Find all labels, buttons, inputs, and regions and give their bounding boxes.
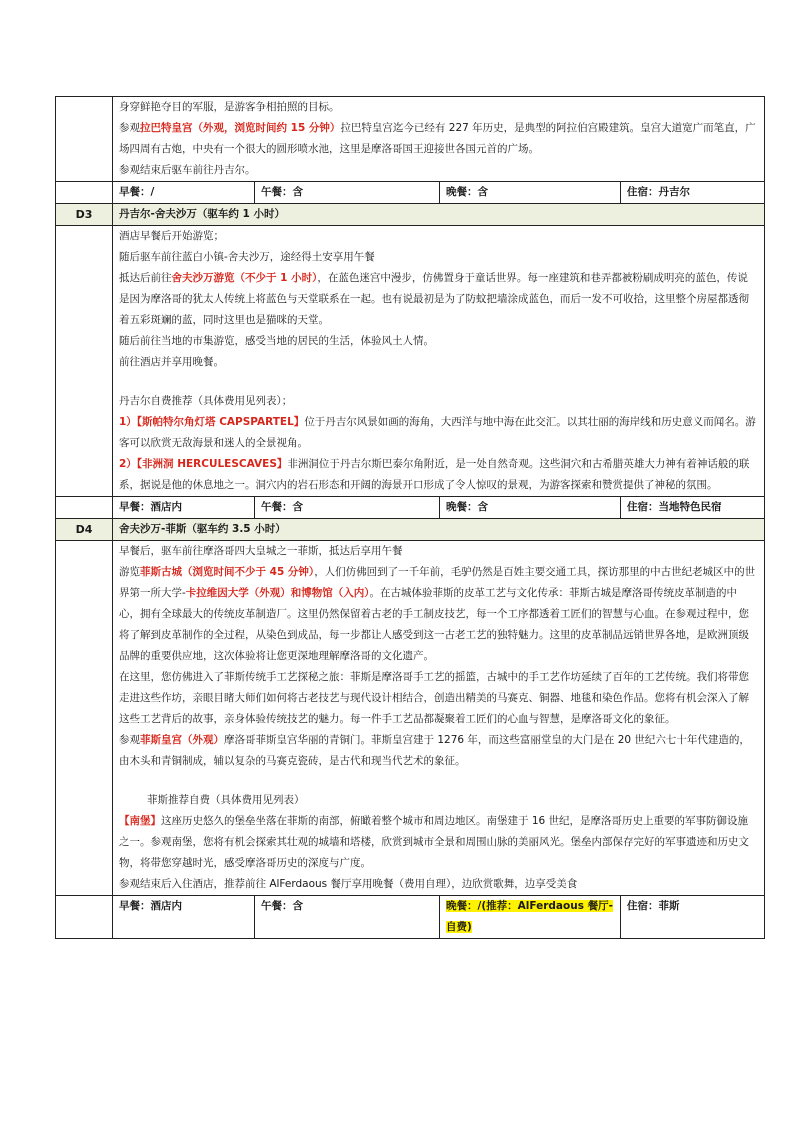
highlight-text: 2）【非洲洞 HERCULESCAVES】 bbox=[119, 458, 288, 470]
paragraph bbox=[119, 811, 758, 874]
day-content bbox=[113, 97, 765, 182]
day-title-row bbox=[56, 519, 765, 541]
breakfast: 早餐：/ bbox=[113, 182, 255, 203]
day-cell-empty bbox=[56, 182, 113, 204]
spacer bbox=[119, 772, 758, 790]
paragraph bbox=[119, 412, 758, 454]
paragraph: 酒店早餐后开始游览； bbox=[119, 230, 224, 242]
paragraph: 前往酒店并享用晚餐。 bbox=[119, 356, 224, 368]
paragraph bbox=[119, 454, 758, 496]
hotel: 住宿：当地特色民宿 bbox=[627, 501, 722, 513]
day-content bbox=[113, 541, 765, 896]
day-content bbox=[113, 226, 765, 497]
dinner bbox=[440, 896, 621, 938]
text: 这座历史悠久的堡垒坐落在菲斯的南部，俯瞰着整个城市和周边地区。南堡建于 16 世纪，是摩洛哥历史上重要的军事防御设施之一。参观南堡，您将有机会探索其壮观的城墙和塔楼，欣赏到城市全景和周围山脉的美丽风光。堡垒内部保存完好的军事遗迹和历史文物，将带您穿越时光，感受摩洛哥历史的深度与广度。 bbox=[119, 815, 749, 869]
paragraph: 身穿鲜艳夺目的军服，是游客争相拍照的目标。 bbox=[119, 101, 340, 113]
text: ，在蓝色迷宫中漫步，仿佛置身于童话世界。每一座建筑和巷弄都被粉刷成明亮的蓝色，传说是因为摩洛哥的犹太人传统上将蓝色与天堂联系在一起。也有说最初是为了防蚊把墙涂成蓝色，而后一发不可收拾，这里整个房屋都透彻着五彩斑斓的蓝，同时这里也是猫咪的天堂。 bbox=[119, 272, 749, 326]
highlight-text: 菲斯古城（浏览时间不少于 45 分钟） bbox=[140, 566, 315, 578]
text: ，人们仿佛回到了一千年前，毛驴仍然是百姓主要交通工具，探访那里的中古世纪老城区中的世界第一所大学- bbox=[119, 566, 756, 599]
day-row bbox=[56, 226, 765, 497]
paragraph: 在这里，您仿佛进入了菲斯传统手工艺探秘之旅：菲斯是摩洛哥手工艺的摇篮，古城中的手工艺作坊延续了百年的工艺传统。我们将带您走进这些作坊，亲眼目睹大师们如何将古老技艺与现代设计相结合，创造出精美的马赛克、铜器、地毯和染色作品。您将有机会深入了解这些工艺背后的故事，亲身体验传统技艺的魅力。每一件手工艺品都凝聚着工匠们的心血与智慧，是摩洛哥文化的象征。 bbox=[119, 671, 749, 725]
day-row-continued bbox=[56, 97, 765, 182]
text: 拉巴特皇宫迄今已经有 227 年历史，是典型的阿拉伯宫殿建筑。皇宫大道宽广而笔直，广场四周有古炮，中央有一个很大的圆形喷水池，这里是摩洛哥国王迎接世各国元首的广场。 bbox=[119, 122, 756, 155]
text: 抵达后前往 bbox=[119, 272, 172, 284]
hotel: 住宿：丹吉尔 bbox=[627, 186, 690, 198]
text: 参观 bbox=[119, 122, 140, 134]
text: 摩洛哥菲斯皇宫华丽的青铜门。菲斯皇宫建于 1276 年，而这些富丽堂皇的大门是在 20 世纪六七十年代建造的，由木头和青铜制成，辅以复杂的马赛克瓷砖，是古代和现当代艺术的象征。 bbox=[119, 734, 750, 767]
highlight-text: 卡拉维因大学（外观）和博物馆（入内） bbox=[185, 587, 370, 599]
meals-row bbox=[56, 896, 765, 939]
day-title-row bbox=[56, 204, 765, 226]
meals-row bbox=[56, 182, 765, 204]
lunch: 午餐：含 bbox=[255, 896, 440, 938]
meals-cell bbox=[113, 497, 765, 519]
paragraph: 随后驱车前往蓝白小镇-舍夫沙万，途经得土安享用午餐 bbox=[119, 251, 375, 263]
day-cell-empty bbox=[56, 497, 113, 519]
day-title: 舍夫沙万-菲斯（驱车约 3.5 小时） bbox=[113, 519, 765, 541]
breakfast: 早餐：酒店内 bbox=[113, 896, 255, 938]
highlight-text: 舍夫沙万游览（不少于 1 小时） bbox=[171, 272, 318, 284]
text: 参观 bbox=[119, 734, 140, 746]
paragraph: 参观结束后入住酒店，推荐前往 AlFerdaous 餐厅享用晚餐（费用自理），边欣赏歌舞，边享受美食 bbox=[119, 878, 578, 890]
text: 非洲洞位于丹吉尔斯巴泰尔角附近，是一处自然奇观。这些洞穴和古希腊英雄大力神有着神话般的联系，据说是他的休息地之一。洞穴内的岩石形态和开阔的海景开口形成了令人惊叹的景观，为游客探索和赞赏提供了神秘的氛围。 bbox=[119, 458, 750, 491]
highlight-text: 【南堡】 bbox=[119, 815, 161, 827]
meals-row bbox=[56, 497, 765, 519]
dinner-highlight: 晚餐：/(推荐：AlFerdaous 餐厅-自费) bbox=[446, 900, 613, 933]
day-cell-empty bbox=[56, 226, 113, 497]
text: 位于丹吉尔风景如画的海角，大西洋与地中海在此交汇。以其壮丽的海岸线和历史意义而闻名。游客可以欣赏无敌海景和迷人的全景视角。 bbox=[119, 416, 756, 449]
paragraph bbox=[119, 268, 758, 331]
paragraph bbox=[119, 730, 758, 772]
paragraph bbox=[119, 118, 758, 160]
day-cell-empty bbox=[56, 896, 113, 939]
day-label: D4 bbox=[56, 519, 113, 541]
itinerary-table bbox=[55, 96, 765, 939]
text: 游览 bbox=[119, 566, 140, 578]
paragraph: 随后前往当地的市集游览，感受当地的居民的生活，体验风土人情。 bbox=[119, 335, 434, 347]
highlight-text: 菲斯皇宫（外观） bbox=[140, 734, 224, 746]
day-label: D3 bbox=[56, 204, 113, 226]
day-row bbox=[56, 541, 765, 896]
meals-cell bbox=[113, 896, 765, 939]
dinner: 晚餐：含 bbox=[440, 182, 621, 203]
day-cell-empty bbox=[56, 541, 113, 896]
paragraph: 早餐后，驱车前往摩洛哥四大皇城之一菲斯，抵达后享用午餐 bbox=[119, 545, 403, 557]
highlight-text: 拉巴特皇宫（外观，浏览时间约 15 分钟） bbox=[140, 122, 341, 134]
meals-cell bbox=[113, 182, 765, 204]
paragraph: 参观结束后驱车前往丹吉尔。 bbox=[119, 164, 256, 176]
breakfast: 早餐：酒店内 bbox=[113, 497, 255, 518]
highlight-text: 1）【斯帕特尔角灯塔 CAPSPARTEL】 bbox=[119, 416, 305, 428]
paragraph bbox=[119, 562, 758, 667]
spacer bbox=[119, 373, 758, 391]
lunch: 午餐：含 bbox=[255, 497, 440, 518]
day-cell-empty bbox=[56, 97, 113, 182]
paragraph: 丹吉尔自费推荐（具体费用见列表）； bbox=[119, 395, 293, 407]
text: 。在古城体验菲斯的皮革工艺与文化传承：菲斯古城是摩洛哥传统皮革制造的中心，拥有全球最大的传统皮革制造厂。这里仍然保留着古老的手工制皮技艺，每一个工序都透着工匠们的智慧与心血。在参观过程中，您将了解到皮革制作的全过程，从染色到成品，每一步都让人感受到这一古老工艺的独特魅力。这里的皮革制品远销世界各地，是欧洲顶级品牌的重要供应地，这次体验将让您更深地理解摩洛哥的文化遗产。 bbox=[119, 587, 749, 662]
lunch: 午餐：含 bbox=[255, 182, 440, 203]
paragraph: 菲斯推荐自费（具体费用见列表） bbox=[147, 794, 305, 806]
hotel: 住宿：菲斯 bbox=[627, 900, 680, 912]
dinner: 晚餐：含 bbox=[440, 497, 621, 518]
day-title: 丹吉尔-舍夫沙万（驱车约 1 小时） bbox=[113, 204, 765, 226]
